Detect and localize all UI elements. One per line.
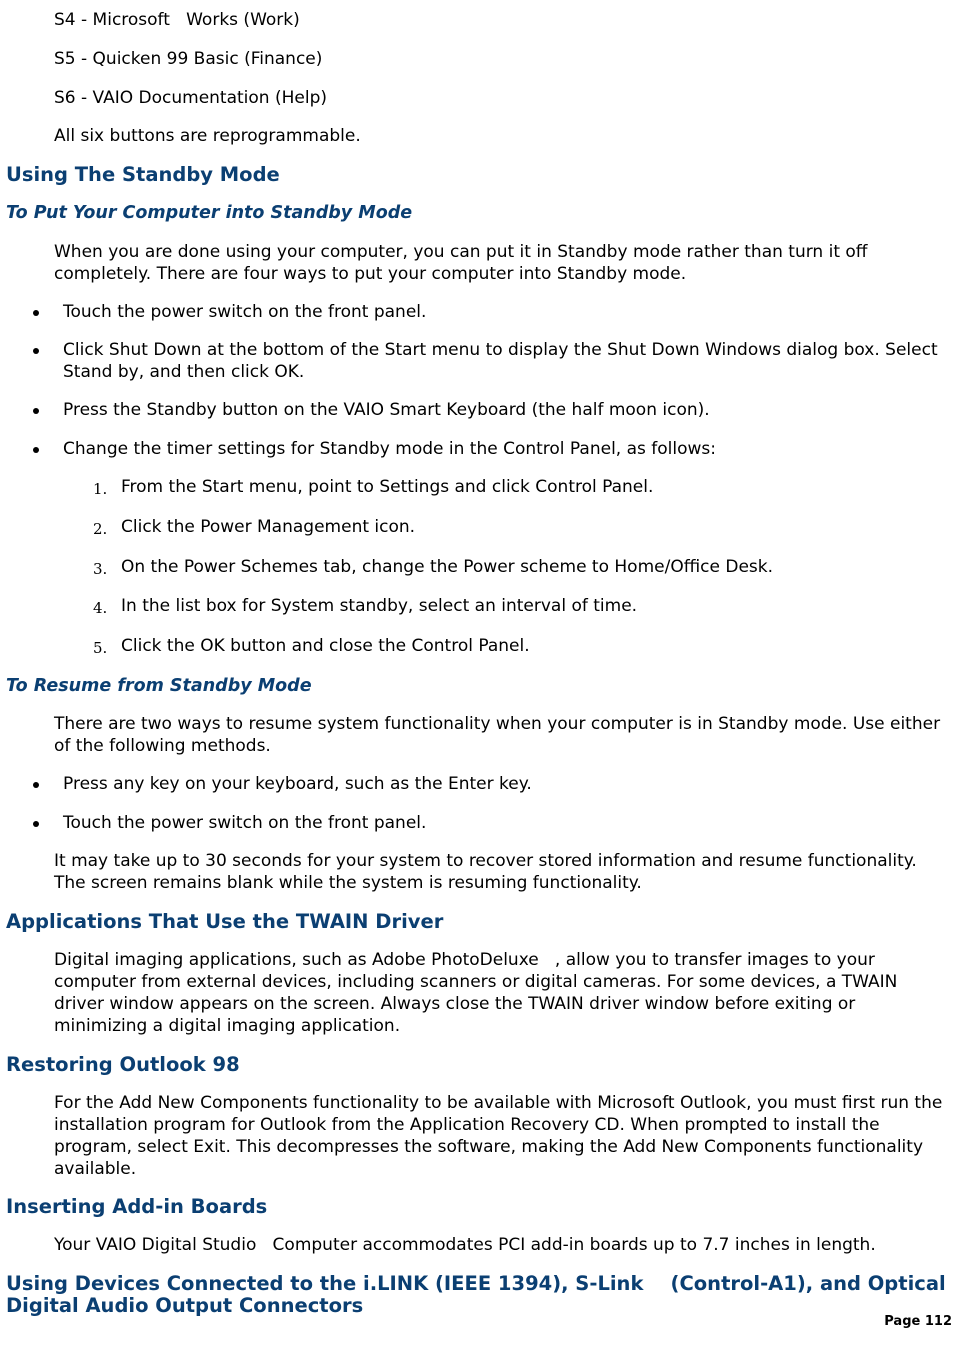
subheading-resume-standby: To Resume from Standby Mode (6, 676, 312, 696)
step-text: Click the Power Management icon. (121, 517, 416, 537)
bullet-icon (33, 447, 39, 453)
step-number: 1. (93, 480, 108, 498)
section-heading-outlook: Restoring Outlook 98 (6, 1053, 240, 1076)
step-text: From the Start menu, point to Settings and click Control Panel. (121, 477, 654, 497)
bullet-icon (33, 348, 39, 354)
bullet-icon (33, 310, 39, 316)
section-heading-standby: Using The Standby Mode (6, 163, 280, 186)
list-item: S5 - Quicken 99 Basic (Finance) (54, 49, 323, 69)
list-item: S6 - VAIO Documentation (Help) (54, 88, 327, 108)
subheading-put-standby: To Put Your Computer into Standby Mode (6, 203, 413, 223)
step-text: On the Power Schemes tab, change the Power scheme to Home/Office Desk. (121, 557, 774, 577)
bullet-text: Press the Standby button on the VAIO Smart Keyboard (the half moon icon). (63, 400, 710, 420)
paragraph: Your VAIO Digital Studio Computer accommodates PCI add-in boards up to 7.7 inches in length. (54, 1235, 876, 1255)
section-heading-devices: Using Devices Connected to the i.LINK (IEEE 1394), S-Link (Control-A1), and Optical Digital Audio Output Connectors (6, 1272, 946, 1317)
paragraph: Digital imaging applications, such as Adobe PhotoDeluxe , allow you to transfer images to your computer from external devices, including scanners or digital cameras. For some devices, a TWAIN driver window appears on the screen. Always close the TWAIN driver window before exiting or minimizing a digital imaging application. (54, 950, 898, 1036)
step-text: In the list box for System standby, select an interval of time. (121, 596, 638, 616)
bullet-icon (33, 408, 39, 414)
section-heading-addin: Inserting Add-in Boards (6, 1195, 268, 1218)
bullet-text: Change the timer settings for Standby mode in the Control Panel, as follows: (63, 439, 717, 459)
bullet-text: Touch the power switch on the front panel. (63, 302, 427, 322)
section-heading-twain: Applications That Use the TWAIN Driver (6, 910, 444, 933)
paragraph: When you are done using your computer, you can put it in Standby mode rather than turn it off completely. There are four ways to put your computer into Standby mode. (54, 242, 868, 284)
paragraph: There are two ways to resume system functionality when your computer is in Standby mode. Use either of the following methods. (54, 714, 941, 756)
bullet-icon (33, 782, 39, 788)
step-number: 5. (93, 639, 108, 657)
step-number: 2. (93, 520, 108, 538)
bullet-icon (33, 821, 39, 827)
paragraph: It may take up to 30 seconds for your system to recover stored information and resume functionality. The screen remains blank while the system is resuming functionality. (54, 851, 917, 893)
page-number: Page 112 (884, 1314, 952, 1329)
step-number: 3. (93, 560, 108, 578)
bullet-text: Click Shut Down at the bottom of the Start menu to display the Shut Down Windows dialog box. Select Stand by, and then click OK. (63, 340, 938, 382)
list-item: All six buttons are reprogrammable. (54, 126, 361, 146)
paragraph: For the Add New Components functionality to be available with Microsoft Outlook, you must first run the installation program for Outlook from the Application Recovery CD. When prompted to install the program, select Exit. This decompresses the software, making the Add New Components functionality available. (54, 1093, 943, 1179)
list-item: S4 - Microsoft Works (Work) (54, 10, 300, 30)
step-number: 4. (93, 599, 108, 617)
bullet-text: Press any key on your keyboard, such as the Enter key. (63, 774, 532, 794)
bullet-text: Touch the power switch on the front panel. (63, 813, 427, 833)
step-text: Click the OK button and close the Control Panel. (121, 636, 530, 656)
